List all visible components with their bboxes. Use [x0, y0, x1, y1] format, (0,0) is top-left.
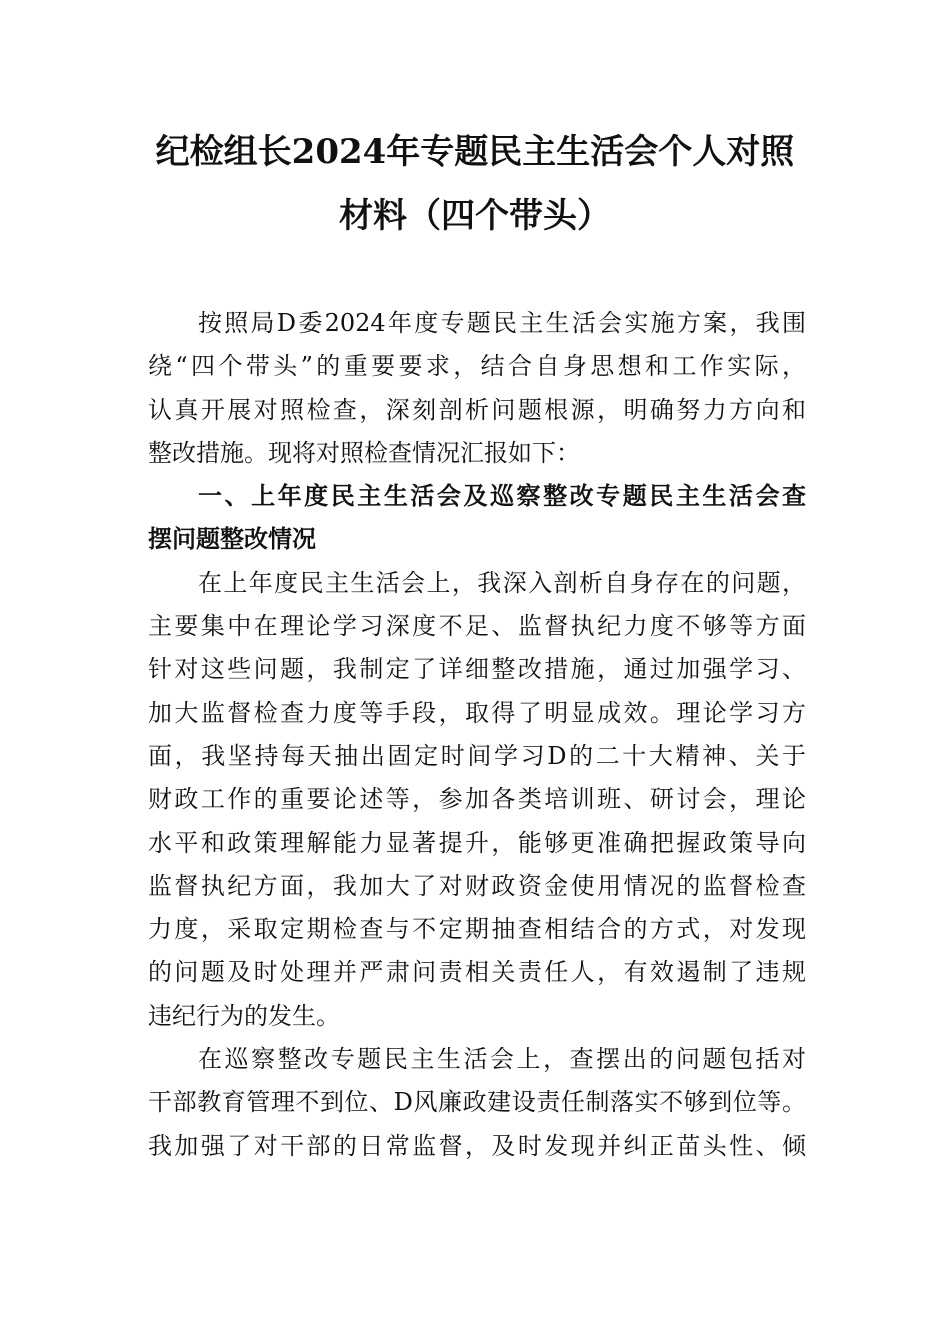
- body-text-line: 违纪行为的发生。: [148, 1001, 340, 1030]
- body-text-line: 力度，采取定期检查与不定期抽查相结合的方式，对发现: [148, 915, 806, 944]
- body-text-line: 财政工作的重要论述等，参加各类培训班、研讨会，理论: [148, 785, 806, 814]
- body-text-line: 加大监督检查力度等手段，取得了明显成效。理论学习方: [148, 698, 806, 727]
- body-text-line: 在上年度民主生活会上，我深入剖析自身存在的问题，: [198, 568, 806, 597]
- body-text-line: 水平和政策理解能力显著提升，能够更准确把握政策导向: [148, 828, 806, 857]
- body-text-line: 在巡察整改专题民主生活会上，查摆出的问题包括对: [198, 1045, 806, 1074]
- body-text-line: 认真开展对照检查，深刻剖析问题根源，明确努力方向和: [148, 395, 806, 424]
- body-text-line: 主要集中在理论学习深度不足、监督执纪力度不够等方面: [148, 612, 806, 641]
- body-text-line: 的问题及时处理并严肃问责相关责任人，有效遏制了违规: [148, 958, 806, 987]
- section-heading-line: 摆问题整改情况: [148, 525, 316, 554]
- document-title-line-2: 材料（四个带头）: [339, 196, 611, 236]
- body-text-line: 整改措施。现将对照检查情况汇报如下：: [148, 438, 580, 467]
- document-body: [148, 302, 806, 1168]
- body-text-line: 针对这些问题，我制定了详细整改措施，通过加强学习、: [148, 655, 806, 684]
- body-text-line: 面，我坚持每天抽出固定时间学习D的二十大精神、关于: [148, 741, 806, 770]
- body-text-line: 监督执纪方面，我加大了对财政资金使用情况的监督检查: [148, 871, 806, 900]
- document-title-line-1: 纪检组长2024年专题民主生活会个人对照: [155, 132, 795, 172]
- body-text-line: 干部教育管理不到位、D风廉政建设责任制落实不够到位等。: [148, 1088, 806, 1117]
- section-heading-line: 一、上年度民主生活会及巡察整改专题民主生活会查: [198, 482, 806, 511]
- body-text-line: 按照局D委2024年度专题民主生活会实施方案，我围: [198, 309, 806, 337]
- body-text-line: 绕“四个带头”的重要要求，结合自身思想和工作实际，: [148, 352, 806, 381]
- body-text-line: 我加强了对干部的日常监督，及时发现并纠正苗头性、倾: [148, 1131, 806, 1160]
